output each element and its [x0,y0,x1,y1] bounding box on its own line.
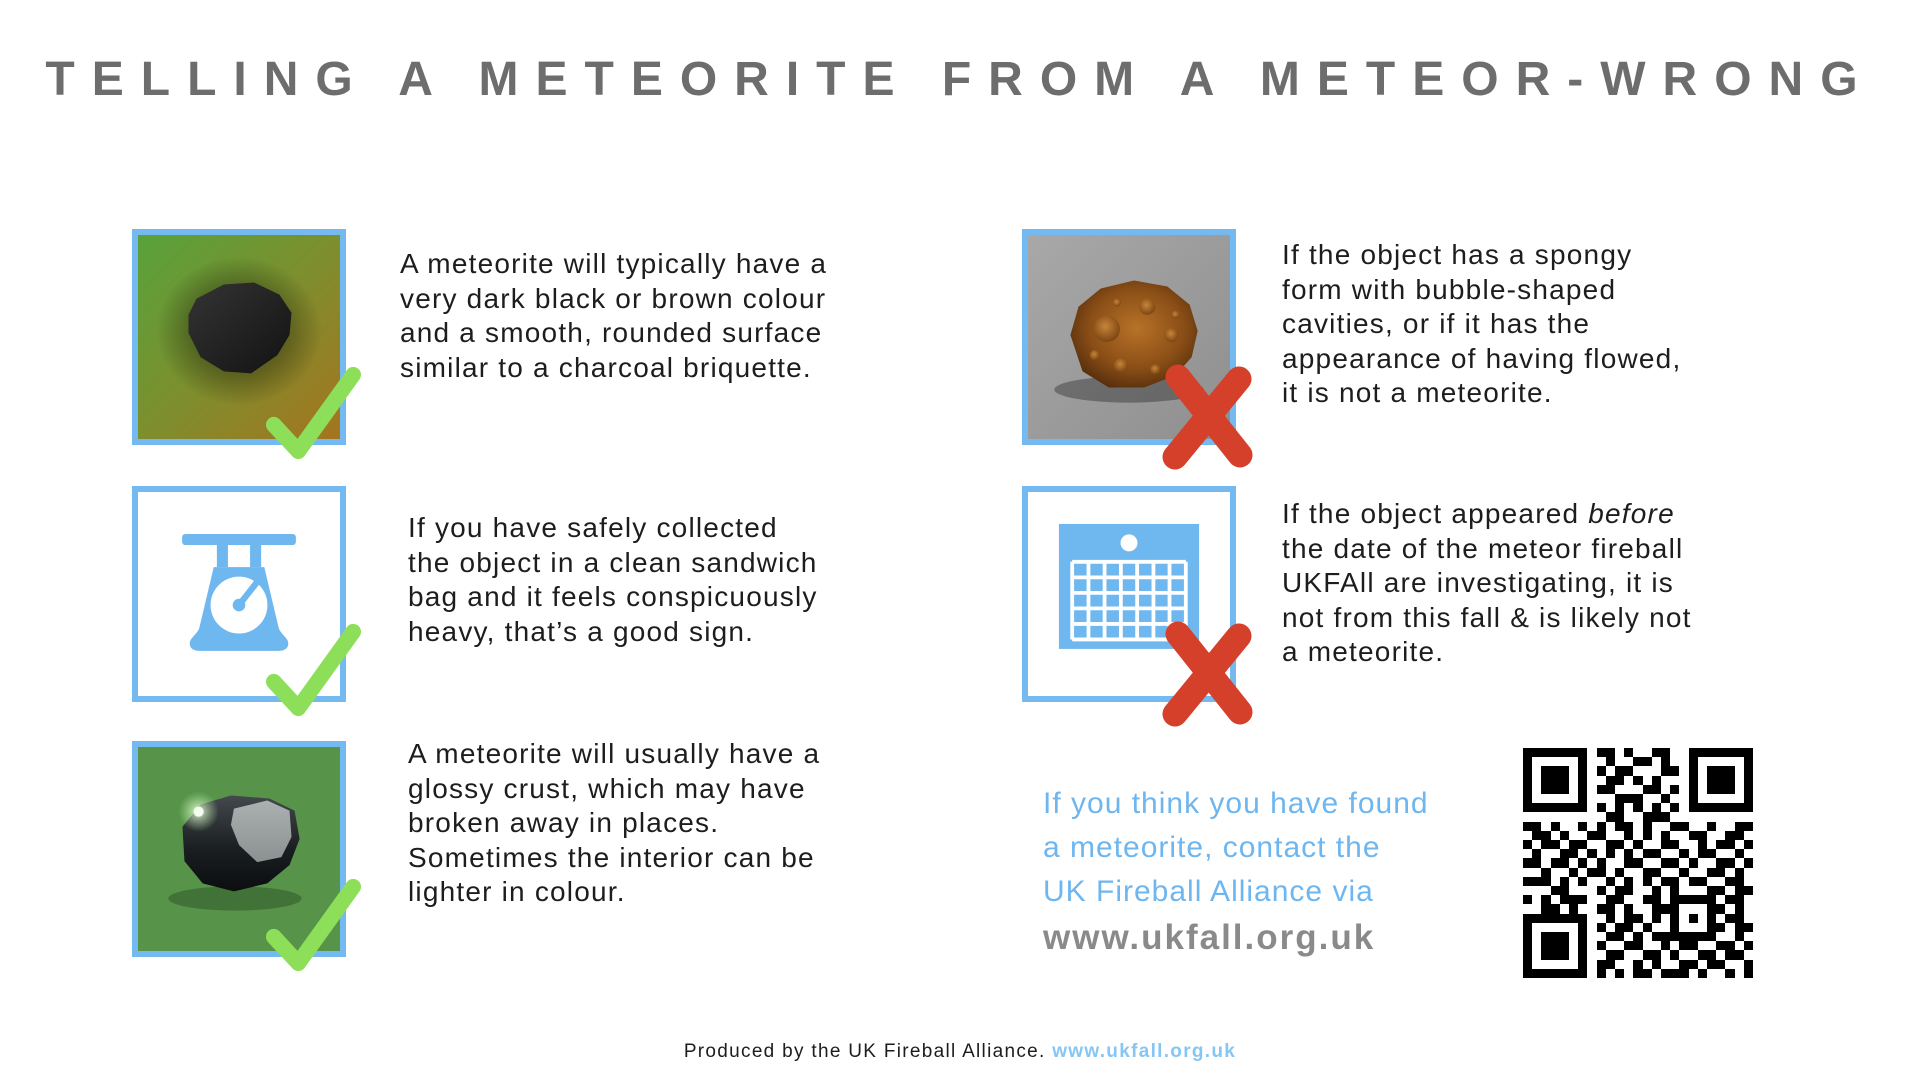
item-text-spongy: If the object has a spongy form with bubble-shaped cavities, or if it has the appearance of having flowed, it is not a meteorite. [1282,239,1682,408]
glossy-meteorite-photo [132,741,346,957]
spongy-rock-photo [1022,229,1236,445]
item-text-weight: If you have safely collected the object in a clean sandwich bag and it feels conspicuously heavy, that’s a good sign. [408,512,818,647]
footer-credit [0,1041,1920,1063]
footer-link: www.ukfall.org.uk [1052,1041,1237,1062]
item-text-glossy-crust: A meteorite will usually have a glossy crust, which may have broken away in places. Sometimes the interior can be lighter in colour. [408,738,821,907]
item-text-date: If the object appeared before the date of the meteor fireball UKFAll are investigating, it is not from this fall & is likely not a meteorite. [1282,498,1692,667]
dark-meteorite-photo [132,229,346,445]
item-text-dark-colour: A meteorite will typically have a very dark black or brown colour and a smooth, rounded surface similar to a charcoal briquette. [400,248,828,383]
calendar-box [1022,486,1236,702]
spongy-rock-illustration [1028,235,1230,439]
contact-url: www.ukfall.org.uk [1043,918,1376,957]
glossy-meteorite-illustration [138,747,340,951]
calendar-icon [1034,505,1224,683]
qr-code [1523,748,1753,978]
scale-box [132,486,346,702]
contact-note [1043,782,1429,960]
footer-text: Produced by the UK Fireball Alliance. [683,1041,1046,1062]
kitchen-scale-icon [160,515,318,673]
dark-meteorite-illustration [138,235,340,439]
page-title: TELLING A METEORITE FROM A METEOR-WRONG [45,53,1875,106]
contact-lines: If you think you have found a meteorite, contact the UK Fireball Alliance via [1043,787,1429,908]
